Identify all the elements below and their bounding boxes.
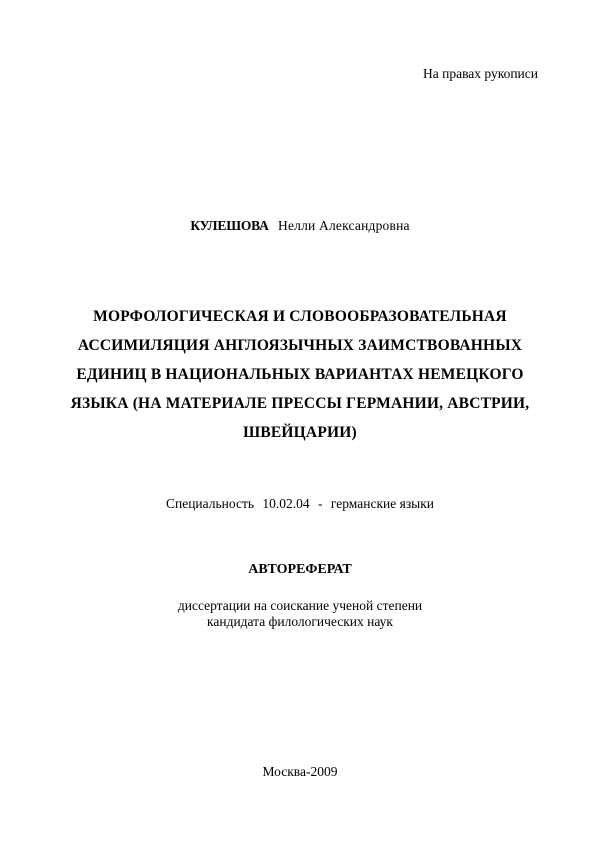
title-line: ЕДИНИЦ В НАЦИОНАЛЬНЫХ ВАРИАНТАХ НЕМЕЦКОГО [76, 366, 524, 383]
specialty-label: Специальность [165, 496, 255, 511]
author-surname: КУЛЕШОВА [190, 218, 269, 233]
specialty-line [0, 496, 600, 512]
title-line: МОРФОЛОГИЧЕСКАЯ И СЛОВООБРАЗОВАТЕЛЬНАЯ [93, 308, 507, 325]
author-given-names: Нелли Александровна [278, 218, 410, 233]
author-name [0, 218, 600, 234]
specialty-code: 10.02.04 [262, 496, 310, 511]
title-line: АССИМИЛЯЦИЯ АНГЛОЯЗЫЧНЫХ ЗАИМСТВОВАННЫХ [77, 337, 523, 354]
city-year: Москва-2009 [262, 764, 338, 779]
title-line: ЯЗЫКА (НА МАТЕРИАЛЕ ПРЕССЫ ГЕРМАНИИ, АВСТРИИ, [70, 395, 530, 412]
degree-description [0, 598, 600, 630]
specialty-name: германские языки [330, 496, 435, 511]
dissertation-title [60, 302, 540, 447]
title-line: ШВЕЙЦАРИИ) [243, 424, 357, 441]
degree-description-line: кандидата филологических наук [207, 614, 393, 629]
document-type-heading: АВТОРЕФЕРАТ [248, 562, 352, 577]
specialty-separator: - [318, 496, 323, 511]
rights-notice: На правах рукописи [422, 66, 538, 81]
degree-description-line: диссертации на соискание ученой степени [177, 598, 423, 613]
